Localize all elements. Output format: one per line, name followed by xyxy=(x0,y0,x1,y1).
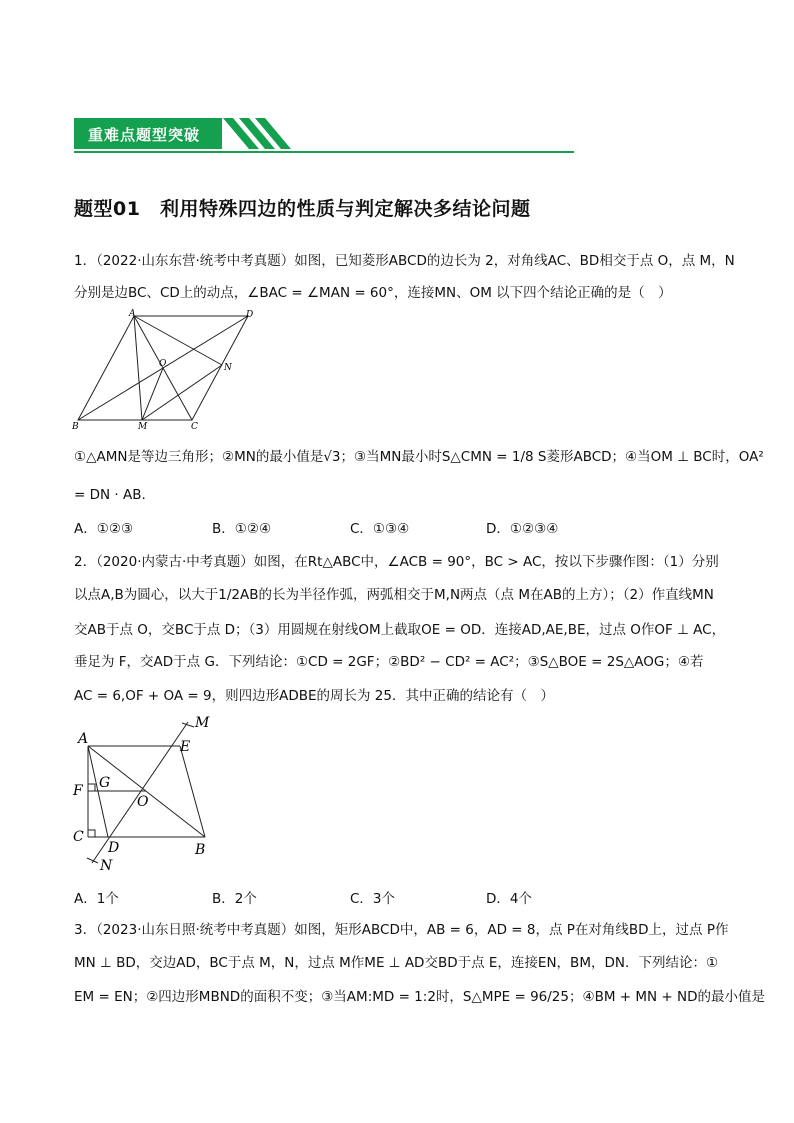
section-title: 题型01 利用特殊四边的性质与判定解决多结论问题 xyxy=(74,198,531,220)
q2-option-c[interactable]: C．3个 xyxy=(350,891,396,907)
q2-line-2: 以点A,B为圆心，以大于1/2AB的长为半径作弧，两弧相交于M,N两点（点 M在AB的上方）；（2）作直线MN xyxy=(74,587,714,603)
q1-option-a[interactable]: A．①②③ xyxy=(74,521,134,537)
label-b: B xyxy=(72,422,79,432)
q2-option-b[interactable]: B．2个 xyxy=(212,891,257,907)
label-g: G xyxy=(99,775,111,791)
q2-line-1: 2．（2020·内蒙古·中考真题）如图，在Rt△ABC中，∠ACB = 90°，BC > AC，按以下步骤作图：（1）分别 xyxy=(74,554,719,570)
q1-line-2: 分别是边BC、CD上的动点，∠BAC = ∠MAN = 60°，连接MN、OM 以下四个结论正确的是（ ） xyxy=(74,285,672,301)
q1-line-1: 1．（2022·山东东营·统考中考真题）如图，已知菱形ABCD的边长为 2，对角线AC、BD相交于点 O，点 M，N xyxy=(74,253,735,269)
q1-line-3: ①△AMN是等边三角形；②MN的最小值是√3；③当MN最小时S△CMN = 1/8 S菱形ABCD；④当OM ⊥ BC时，OA² xyxy=(74,449,764,465)
q3-line-1: 3．（2023·山东日照·统考中考真题）如图，矩形ABCD中，AB = 6，AD = 8，点 P在对角线BD上，过点 P作 xyxy=(74,922,729,938)
label-e: E xyxy=(180,739,191,755)
label-a: A xyxy=(129,309,136,319)
label-a: A xyxy=(78,731,89,747)
label-d: D xyxy=(108,840,120,856)
q3-line-3: EM = EN；②四边形MBND的面积不变；③当AM:MD = 1:2时，S△MPE = 96/25；④BM + MN + ND的最小值是 xyxy=(74,989,766,1005)
q1-option-d[interactable]: D．①②③④ xyxy=(486,521,559,537)
q2-triangle-figure xyxy=(70,710,230,880)
q2-line-5: AC = 6,OF + OA = 9，则四边形ADBE的周长为 25．其中正确的结论有（ ） xyxy=(74,688,554,704)
q2-line-4: 垂足为 F，交AD于点 G．下列结论：①CD = 2GF；②BD² − CD² = AC²；③S△BOE = 2S△AOG；④若 xyxy=(74,654,704,670)
q1-rhombus-figure xyxy=(70,308,270,432)
label-d: D xyxy=(246,310,254,320)
label-f: F xyxy=(73,783,83,799)
label-m: M xyxy=(138,422,148,432)
banner-underline xyxy=(74,151,574,153)
label-c: C xyxy=(73,829,84,845)
label-c: C xyxy=(191,422,198,432)
label-o: O xyxy=(137,794,149,810)
q2-line-3: 交AB于点 O，交BC于点 D；（3）用圆规在射线OM上截取OE = OD．连接AD,AE,BE，过点 O作OF ⊥ AC， xyxy=(74,622,726,638)
q2-option-d[interactable]: D．4个 xyxy=(486,891,532,907)
section-banner xyxy=(74,118,574,154)
label-b: B xyxy=(195,842,206,858)
banner-label: 重难点题型突破 xyxy=(88,126,201,144)
label-n: N xyxy=(100,858,113,874)
segment-am xyxy=(134,316,142,420)
q2-option-a[interactable]: A．1个 xyxy=(74,891,119,907)
right-angle-c xyxy=(88,830,95,837)
segment-eb xyxy=(180,746,205,837)
line-mn xyxy=(92,722,191,863)
label-o: O xyxy=(159,359,167,369)
q1-option-b[interactable]: B．①②④ xyxy=(212,521,272,537)
right-angle-f xyxy=(88,784,95,791)
q1-line-4: = DN · AB. xyxy=(74,487,146,503)
label-m: M xyxy=(195,715,210,731)
label-n: N xyxy=(224,363,232,373)
q3-line-2: MN ⊥ BD，交边AD，BC于点 M，N，过点 M作ME ⊥ AD交BD于点 E，连接EN，BM，DN．下列结论：① xyxy=(74,955,719,971)
arc-mark-m xyxy=(182,723,194,727)
q1-option-c[interactable]: C．①③④ xyxy=(350,521,410,537)
